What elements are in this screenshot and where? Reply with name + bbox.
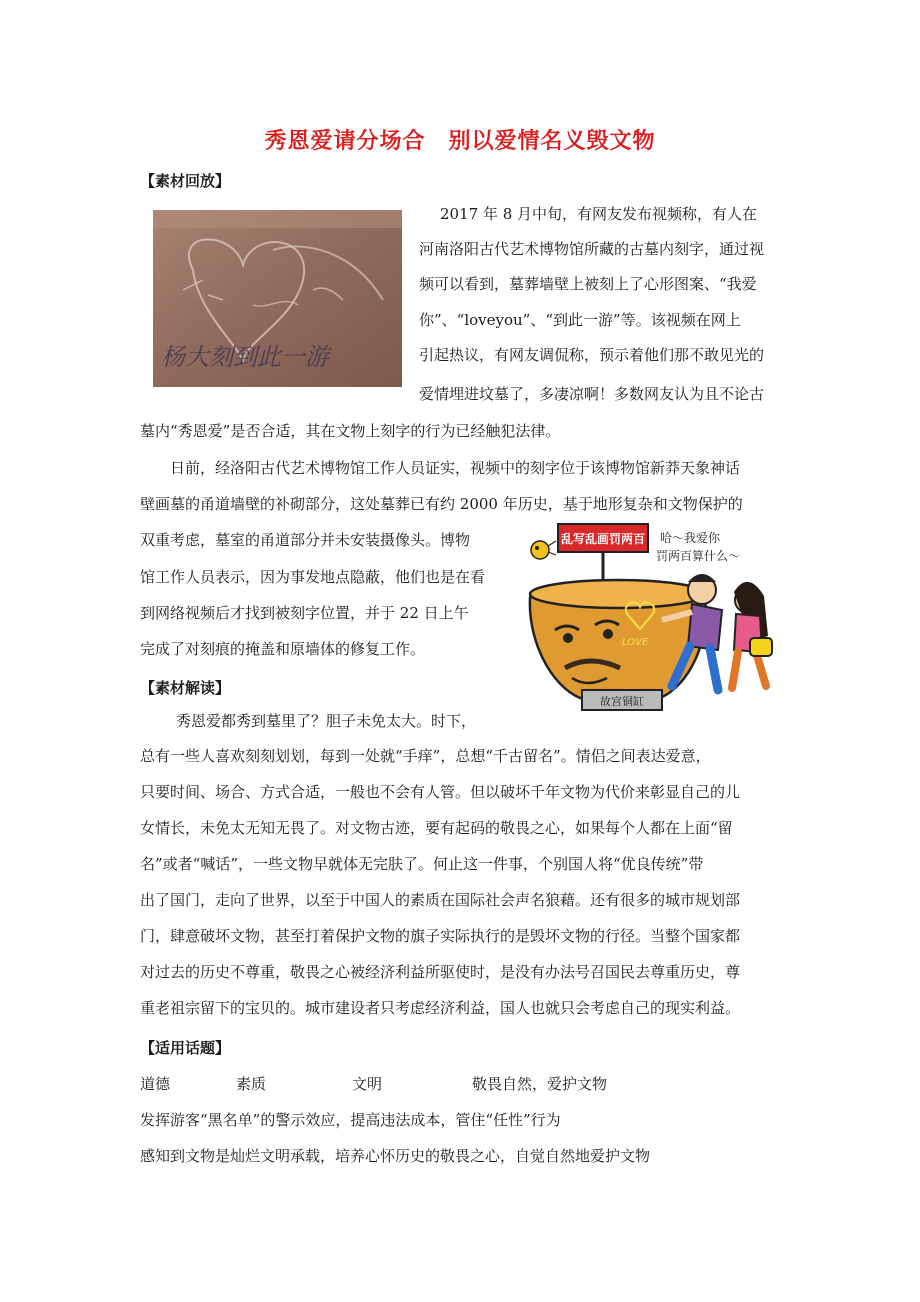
topic-civilization: 文明 xyxy=(352,1075,383,1093)
scratched-wall-photo xyxy=(153,210,402,387)
topic-morality: 道德 xyxy=(140,1075,171,1093)
section-heading-analysis: 【素材解读】 xyxy=(140,679,231,697)
bubble-line-1: 哈～我爱你 xyxy=(660,531,721,545)
topic-heritage: 感知到文物是灿烂文明承载，培养心怀历史的敬畏之心，自觉自然地爱护文物 xyxy=(140,1147,651,1165)
article-title: 秀恩爱请分场合 别以爱情名义毁文物 xyxy=(264,129,656,154)
sign-text: 乱写乱画罚两百 xyxy=(560,532,646,546)
topic-quality: 素质 xyxy=(236,1075,267,1093)
base-label: 故宫铜缸 xyxy=(600,695,644,708)
section-heading-topics: 【适用话题】 xyxy=(140,1039,231,1057)
cartoon-illustration xyxy=(510,520,786,712)
bubble-line-2: 罚两百算什么～ xyxy=(656,549,741,563)
topic-blacklist: 发挥游客“黑名单”的警示效应，提高违法成本，管住“任性”行为 xyxy=(140,1111,561,1129)
love-carving: LOVE xyxy=(622,637,649,648)
topic-reverence: 敬畏自然，爱护文物 xyxy=(472,1075,608,1093)
section-heading-review: 【素材回放】 xyxy=(140,172,231,190)
scratch-text: 杨大刻到此一游 xyxy=(161,343,329,371)
